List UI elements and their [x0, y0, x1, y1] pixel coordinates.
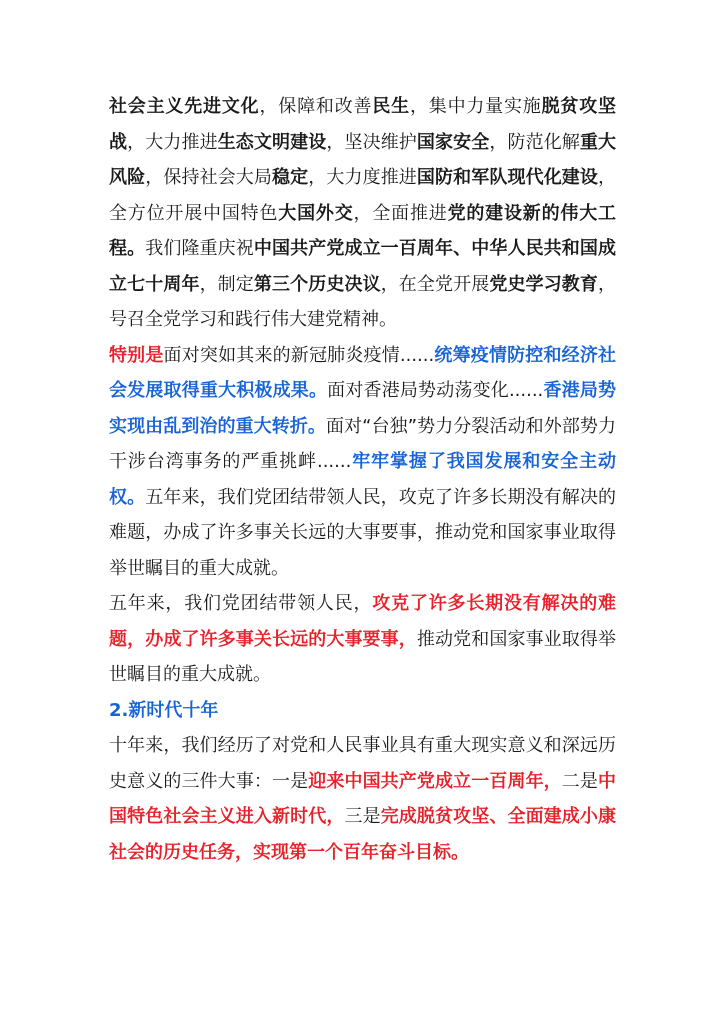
text-run: 五年来，我们党团结带领人民，攻克了许多长期没有解决的难题，办成了许多事关长远的大事要事，推动党和国家事业取得举世瞩目的重大成就。 [109, 486, 617, 579]
text-run: 牢牢掌握了我国发展和安全主动权。 [109, 451, 616, 508]
text-run: ，全面推进 [353, 202, 448, 224]
text-run: 攻克了许多长期没有解决的难题，办成了许多事关长远的大事要事， [109, 593, 617, 650]
text-run: ，集中力量实施 [409, 96, 542, 117]
text-run: 社会主义先进文化 [109, 96, 260, 117]
text-run: 中国特色社会主义进入新时代， [109, 770, 617, 827]
text-run: 重大风险 [109, 131, 617, 188]
text-run: 国防和军队现代化建设 [416, 167, 599, 188]
paragraph-achievements [109, 89, 616, 338]
text-run: 面对“台独”势力分裂活动和外部势力干涉台湾事务的严重挑衅...... [109, 415, 617, 472]
text-run: 国家安全 [416, 131, 490, 153]
paragraph-five-years [109, 586, 616, 693]
text-run: 完成脱贫攻坚、全面建成小康社会的历史任务，实现第一个百年奋斗目标。 [109, 806, 617, 863]
text-run: ，号召全党学习和践行伟大建党精神。 [109, 273, 617, 330]
text-run: ，坚决维护 [326, 131, 417, 153]
paragraph-ten-years [109, 728, 616, 870]
text-run: 面对香港局势动荡变化...... [327, 380, 544, 401]
text-run: 民生 [372, 96, 410, 117]
text-run: 推动党和国家事业取得举世瞩目的重大成就。 [109, 628, 617, 685]
text-run: ，保障和改善 [259, 96, 373, 117]
text-run: 大国外交 [278, 202, 354, 224]
text-run: ，防范化解 [489, 131, 580, 153]
text-run: 三是 [344, 806, 381, 827]
text-run: 特别是 [109, 344, 164, 366]
text-run: ，制定 [199, 273, 254, 295]
text-run: 党的建设新的伟大工程。 [109, 202, 617, 259]
text-run: 香港局势实现由乱到治的重大转折。 [109, 380, 616, 437]
text-run: ，保持社会大局 [145, 167, 273, 188]
text-run: ，大力推进 [127, 131, 218, 153]
text-run: 十年来，我们经历了对党和人民事业具有重大现实意义和深远历史意义的三件大事：一是 [109, 735, 616, 792]
text-run: ，在全党开展 [380, 273, 490, 295]
text-run: 第三个历史决议 [253, 273, 381, 295]
text-run: 稳定 [272, 167, 309, 188]
text-run: ，大力度推进 [308, 167, 417, 188]
text-run: ，全方位开展中国特色 [109, 167, 617, 224]
paragraph-special-challenges [109, 338, 616, 587]
text-run: 党史学习教育 [489, 273, 599, 295]
text-run: 脱贫攻坚战 [109, 96, 617, 153]
text-run: 二是 [561, 770, 599, 792]
text-run: 生态文明建设 [217, 131, 327, 153]
text-run: 面对突如其来的新冠肺炎疫情...... [163, 344, 435, 366]
text-run: 统筹疫情防控和经济社会发展取得重大积极成果。 [109, 344, 617, 401]
text-run: 中国共产党成立一百周年、中华人民共和国成立七十周年 [109, 238, 617, 295]
section-heading: 2.新时代十年 [109, 699, 219, 721]
text-run: 五年来，我们党团结带领人民， [109, 593, 373, 614]
text-run: 迎来中国共产党成立一百周年， [308, 770, 562, 792]
text-run: 我们隆重庆祝 [145, 238, 254, 259]
